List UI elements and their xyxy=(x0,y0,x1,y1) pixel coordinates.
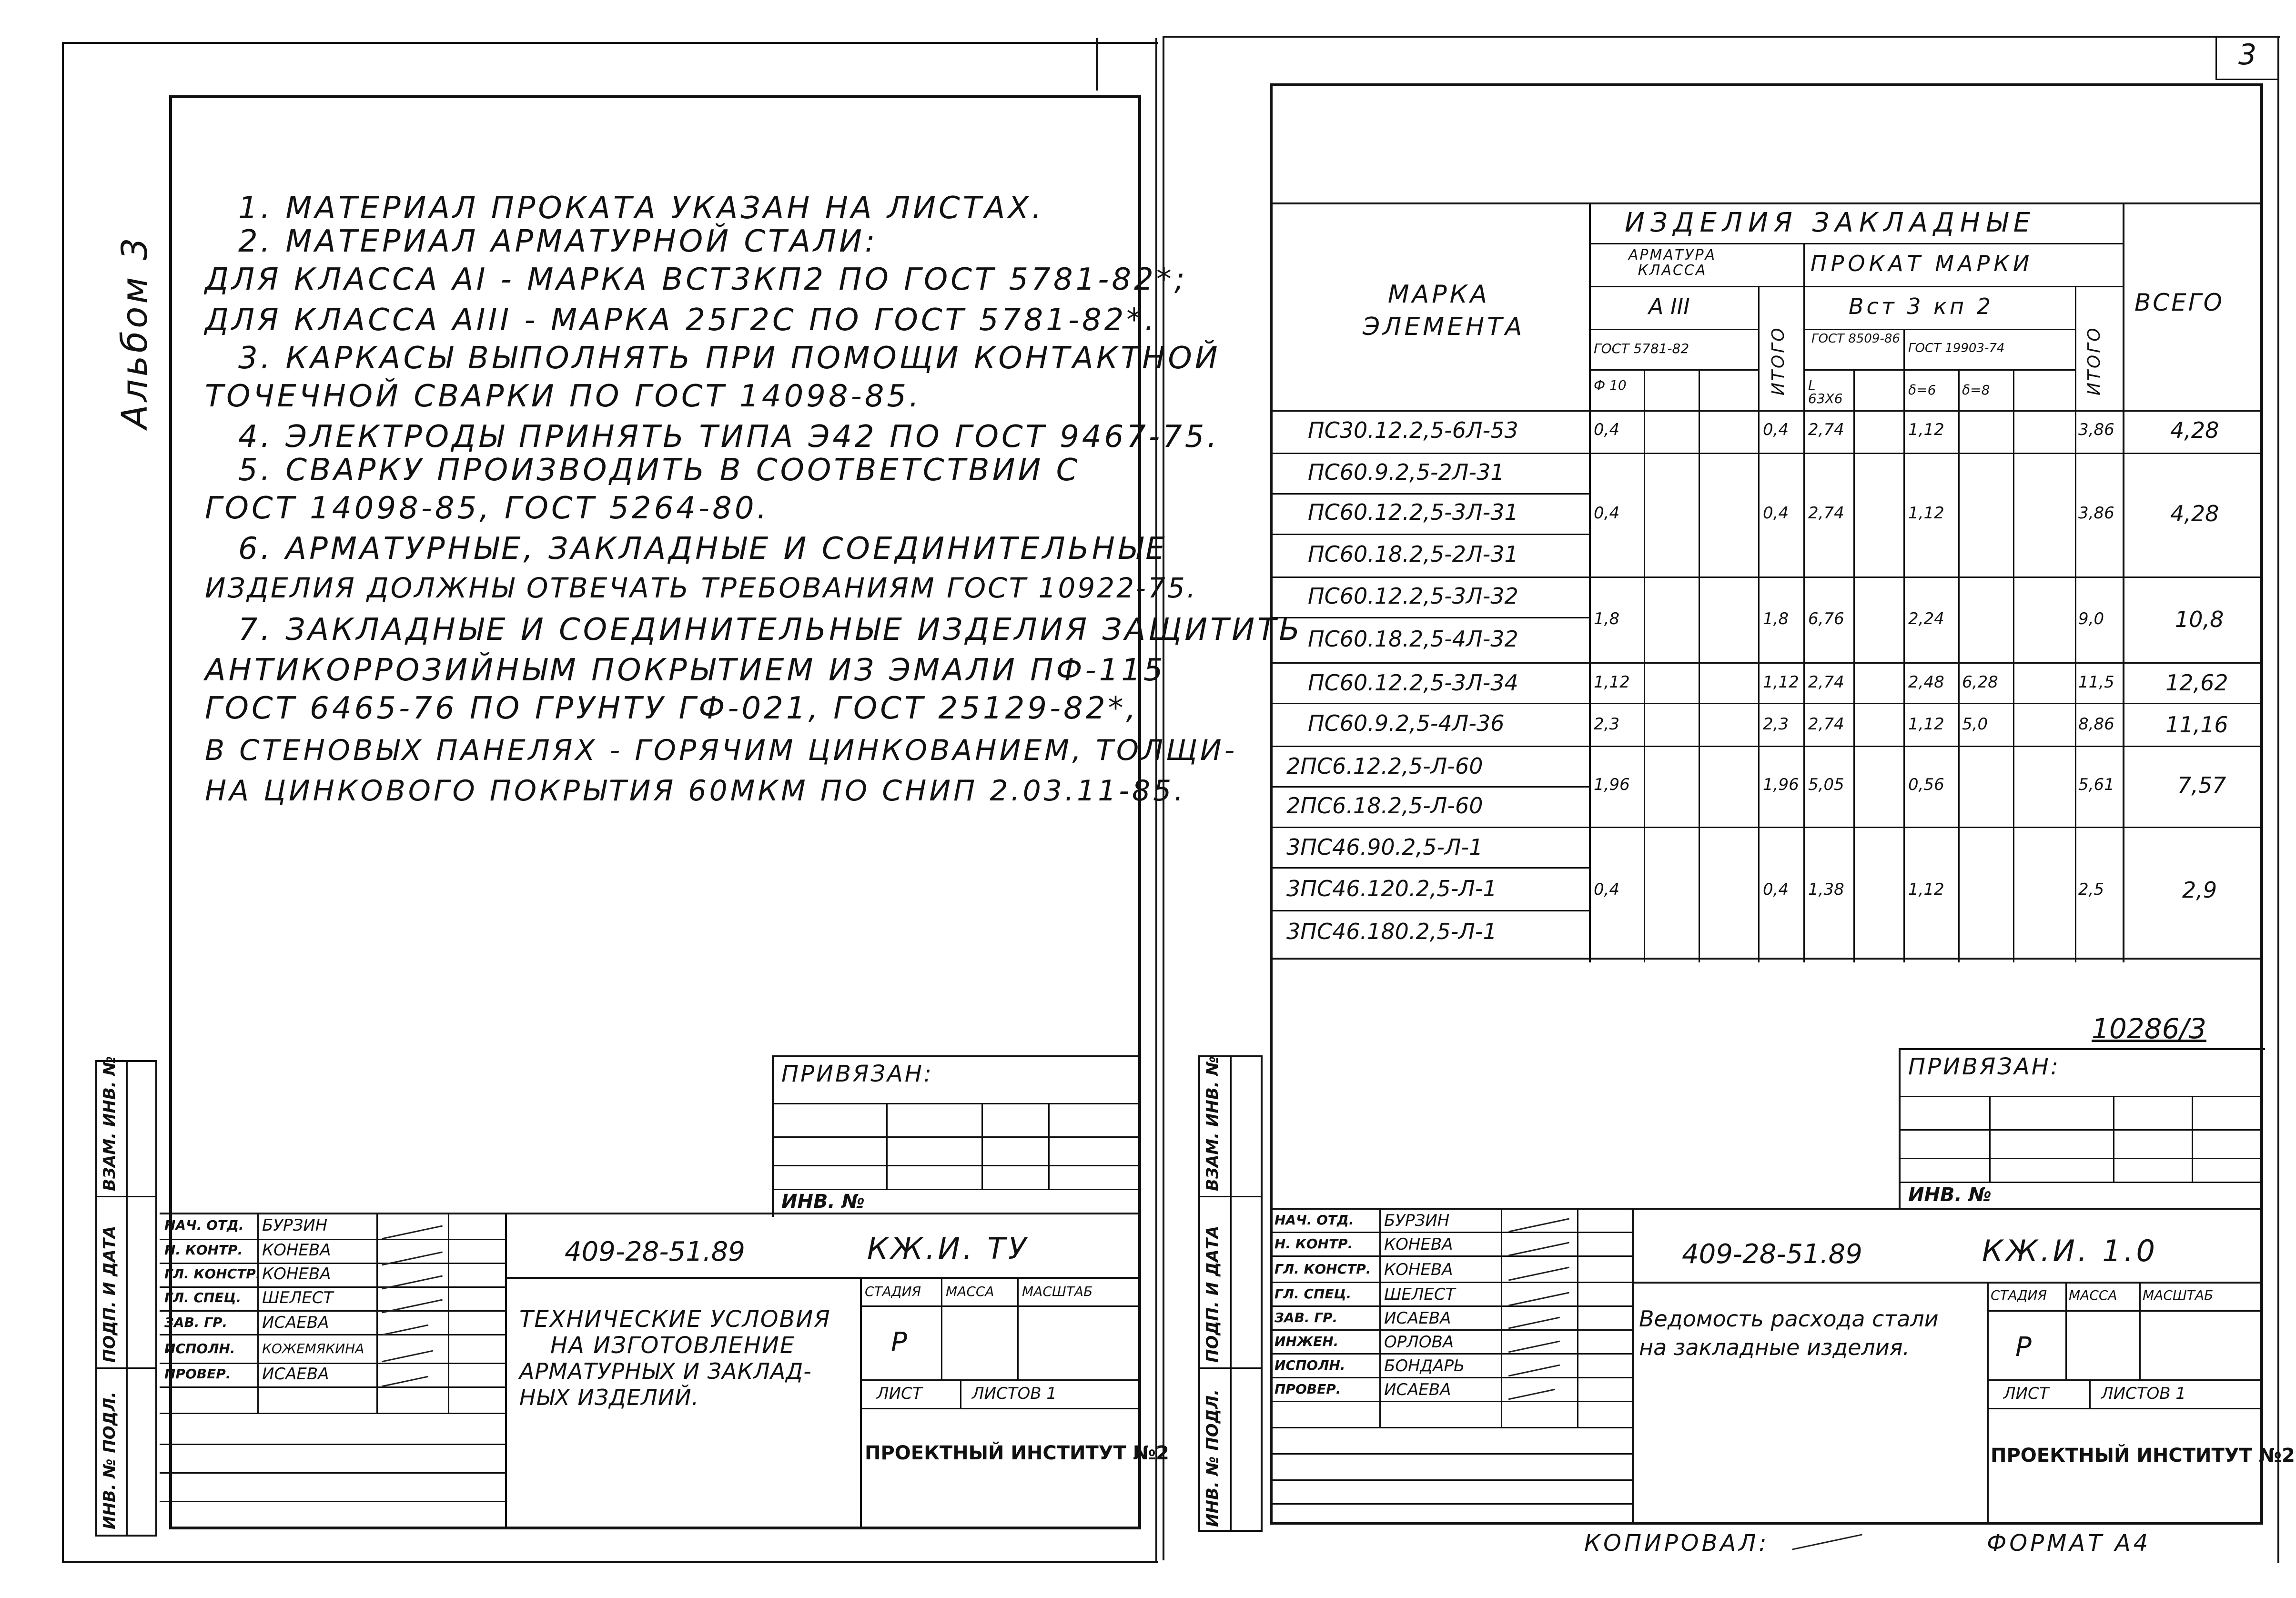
cell-itogo2: 3,86 xyxy=(2078,504,2114,523)
staff-role: ИНЖЕН. xyxy=(1274,1334,1339,1349)
mass-label: МАССА xyxy=(946,1284,994,1299)
row-mark: 2ПС6.18.2,5-Л-60 xyxy=(1286,793,1483,819)
cell-d8: 6,28 xyxy=(1962,673,1998,692)
cell-total: 4,28 xyxy=(2170,417,2219,443)
cell-d6: 0,56 xyxy=(1908,775,1944,794)
rebar-class: А III xyxy=(1649,293,1690,319)
rebar-header: АРМАТУРА КЛАССА xyxy=(1628,247,1717,279)
left-outer-edge xyxy=(62,42,64,1562)
staff-role: ЗАВ. ГР. xyxy=(164,1315,228,1330)
privyazan-label: ПРИВЯЗАН: xyxy=(781,1061,934,1087)
cell-a3: 1,12 xyxy=(1594,673,1630,692)
staff-name: БУРЗИН xyxy=(1384,1211,1450,1230)
side-label: ВЗАМ. ИНВ. № xyxy=(1203,1056,1222,1191)
row-mark: 2ПС6.12.2,5-Л-60 xyxy=(1286,753,1483,779)
right-outer-right-edge xyxy=(2277,36,2279,1563)
cell-total: 10,8 xyxy=(2175,607,2224,632)
title-line: АРМАТУРНЫХ И ЗАКЛАД- xyxy=(519,1358,812,1384)
cell-total: 11,16 xyxy=(2165,712,2228,738)
staff-name: ИСАЕВА xyxy=(262,1365,329,1384)
staff-role: Н. КОНТР. xyxy=(1274,1236,1353,1252)
total-header: ВСЕГО xyxy=(2134,289,2225,316)
cell-itogo2: 5,61 xyxy=(2078,775,2114,794)
stage-value: Р xyxy=(891,1327,907,1358)
inv-label: ИНВ. № xyxy=(781,1191,865,1213)
note-line: 1. МАТЕРИАЛ ПРОКАТА УКАЗАН НА ЛИСТАХ. xyxy=(238,191,1044,226)
side-label: ПОДП. И ДАТА xyxy=(1203,1225,1222,1363)
cell-l63: 1,38 xyxy=(1808,880,1844,899)
prokat-header: ПРОКАТ МАРКИ xyxy=(1811,251,2033,276)
scale-label: МАСШТАБ xyxy=(1022,1284,1093,1299)
album-label: Альбом 3 xyxy=(114,235,155,429)
page-number-box xyxy=(2215,36,2279,80)
cell-itogo2: 9,0 xyxy=(2078,609,2104,628)
side-label: ИНВ. № ПОДЛ. xyxy=(1203,1389,1222,1527)
note-line: 4. ЭЛЕКТРОДЫ ПРИНЯТЬ ТИПА Э42 ПО ГОСТ 9467-75. xyxy=(238,419,1220,455)
copied-label: КОПИРОВАЛ: xyxy=(1584,1530,1770,1557)
prokat-gost1: ГОСТ 8509-86 xyxy=(1811,332,1900,346)
itogo-prokat: ИТОГО xyxy=(2084,326,2104,395)
cell-total: 12,62 xyxy=(2165,670,2228,696)
note-line: ГОСТ 6465-76 ПО ГРУНТУ ГФ-021, ГОСТ 25129-82*, xyxy=(205,691,1139,726)
left-bottom-edge xyxy=(62,1561,1158,1563)
note-line: ГОСТ 14098-85, ГОСТ 5264-80. xyxy=(205,491,769,526)
staff-name: КОНЕВА xyxy=(262,1241,331,1260)
staff-role: ГЛ. СПЕЦ. xyxy=(164,1290,242,1305)
row-mark: ПС60.12.2,5-3Л-31 xyxy=(1308,499,1518,525)
format-label: ФОРМАТ А4 xyxy=(1987,1530,2151,1557)
cell-d6: 1,12 xyxy=(1908,715,1944,734)
staff-role: ГЛ. СПЕЦ. xyxy=(1274,1286,1352,1302)
note-line: ДЛЯ КЛАССА АIII - МАРКА 25Г2С ПО ГОСТ 5781-82*. xyxy=(205,303,1157,338)
angle-profile: L 63Х6 xyxy=(1808,377,1843,406)
cell-a3: 2,3 xyxy=(1594,715,1620,734)
code: 409-28-51.89 xyxy=(1682,1239,1862,1270)
cell-itogo1: 0,4 xyxy=(1763,504,1789,523)
row-mark: ПС60.18.2,5-4Л-32 xyxy=(1308,626,1518,652)
cell-itogo1: 2,3 xyxy=(1763,715,1789,734)
plate-d6: δ=6 xyxy=(1908,382,1936,398)
side-label: ИНВ. № ПОДЛ. xyxy=(100,1391,119,1529)
stage-value: Р xyxy=(2015,1332,2032,1363)
row-mark: ПС60.9.2,5-4Л-36 xyxy=(1308,710,1505,736)
title-line: ТЕХНИЧЕСКИЕ УСЛОВИЯ xyxy=(519,1306,831,1333)
cell-total: 2,9 xyxy=(2182,877,2217,903)
plate-d8: δ=8 xyxy=(1962,382,1990,398)
cell-total: 4,28 xyxy=(2170,501,2219,526)
staff-name: ИСАЕВА xyxy=(262,1313,329,1332)
cell-total: 7,57 xyxy=(2177,772,2226,798)
rebar-diam: Ф 10 xyxy=(1594,377,1627,393)
note-line: 3. КАРКАСЫ ВЫПОЛНЯТЬ ПРИ ПОМОЩИ КОНТАКТНОЙ xyxy=(238,341,1221,376)
prokat-gost2: ГОСТ 19903-74 xyxy=(1908,341,2005,355)
sheet-label: ЛИСТ xyxy=(2003,1384,2049,1403)
sheets-label: ЛИСТОВ 1 xyxy=(972,1384,1057,1403)
staff-role: ПРОВЕР. xyxy=(1274,1381,1341,1397)
staff-name: БОНДАРЬ xyxy=(1384,1356,1465,1375)
stage-label: СТАДИЯ xyxy=(865,1284,921,1299)
staff-name: КОНЕВА xyxy=(1384,1235,1453,1254)
side-label: ПОДП. И ДАТА xyxy=(100,1225,119,1363)
note-line: ИЗДЕЛИЯ ДОЛЖНЫ ОТВЕЧАТЬ ТРЕБОВАНИЯМ ГОСТ 10922-75. xyxy=(205,572,1198,604)
row-mark: ПС60.12.2,5-3Л-34 xyxy=(1308,670,1518,696)
cell-a3: 1,8 xyxy=(1594,609,1620,628)
right-top-edge xyxy=(1163,36,2280,38)
note-line: АНТИКОРРОЗИЙНЫМ ПОКРЫТИЕМ ИЗ ЭМАЛИ ПФ-115 xyxy=(205,653,1166,688)
cell-itogo2: 11,5 xyxy=(2078,673,2114,692)
sheet-label: ЛИСТ xyxy=(877,1384,922,1403)
staff-role: НАЧ. ОТД. xyxy=(164,1217,244,1233)
row-mark: ПС60.12.2,5-3Л-32 xyxy=(1308,583,1518,609)
cell-l63: 2,74 xyxy=(1808,673,1844,692)
staff-role: НАЧ. ОТД. xyxy=(1274,1212,1354,1228)
cell-l63: 2,74 xyxy=(1808,504,1844,523)
staff-role: ИСПОЛН. xyxy=(1274,1357,1345,1373)
staff-role: ГЛ. КОНСТР. xyxy=(1274,1261,1371,1277)
staff-role: ЗАВ. ГР. xyxy=(1274,1310,1338,1325)
row-mark: ПС60.18.2,5-2Л-31 xyxy=(1308,541,1518,567)
inv-label: ИНВ. № xyxy=(1908,1184,1992,1206)
doc-number: 10286/3 xyxy=(2092,1012,2206,1045)
rebar-gost: ГОСТ 5781-82 xyxy=(1594,341,1689,356)
cell-l63: 2,74 xyxy=(1808,715,1844,734)
cell-l63: 5,05 xyxy=(1808,775,1844,794)
cell-d8: 5,0 xyxy=(1962,715,1988,734)
cell-itogo1: 1,96 xyxy=(1763,775,1799,794)
row-mark: ПС60.9.2,5-2Л-31 xyxy=(1308,459,1505,485)
col-mark-header: МАРКА ЭЛЕМЕНТА xyxy=(1363,280,1525,341)
note-line: В СТЕНОВЫХ ПАНЕЛЯХ - ГОРЯЧИМ ЦИНКОВАНИЕМ, ТОЛЩИ- xyxy=(205,734,1238,767)
page-number: 3 xyxy=(2238,38,2257,71)
cell-a3: 0,4 xyxy=(1594,420,1620,439)
note-line: 6. АРМАТУРНЫЕ, ЗАКЛАДНЫЕ И СОЕДИНИТЕЛЬНЫЕ xyxy=(238,531,1168,566)
cell-d6: 1,12 xyxy=(1908,504,1944,523)
cell-l63: 2,74 xyxy=(1808,420,1844,439)
prokat-steel: Вст 3 кп 2 xyxy=(1849,293,1993,319)
title-line: Ведомость расхода стали xyxy=(1639,1306,1939,1332)
cell-itogo2: 8,86 xyxy=(2078,715,2114,734)
staff-name: КОНЕВА xyxy=(262,1264,331,1284)
staff-name: БУРЗИН xyxy=(262,1216,328,1235)
cell-a3: 0,4 xyxy=(1594,504,1620,523)
institute: ПРОЕКТНЫЙ ИНСТИТУТ №2 xyxy=(865,1442,1169,1464)
cell-a3: 0,4 xyxy=(1594,880,1620,899)
mass-label: МАССА xyxy=(2069,1287,2117,1303)
staff-role: ГЛ. КОНСТР. xyxy=(164,1266,261,1282)
scale-label: МАСШТАБ xyxy=(2143,1287,2214,1303)
cell-itogo1: 1,8 xyxy=(1763,609,1789,628)
title-line: НЫХ ИЗДЕЛИЙ. xyxy=(519,1385,699,1410)
copied-signature xyxy=(1792,1534,1862,1550)
note-line: НА ЦИНКОВОГО ПОКРЫТИЯ 60МКМ ПО СНИП 2.03.11-85. xyxy=(205,774,1186,808)
note-line: 2. МАТЕРИАЛ АРМАТУРНОЙ СТАЛИ: xyxy=(238,224,878,259)
staff-name: КОЖЕМЯКИНА xyxy=(262,1341,364,1356)
sheets-label: ЛИСТОВ 1 xyxy=(2101,1384,2186,1403)
side-label: ВЗАМ. ИНВ. № xyxy=(100,1056,119,1191)
cell-itogo1: 0,4 xyxy=(1763,420,1789,439)
title-line: на закладные изделия. xyxy=(1639,1335,1910,1360)
staff-role: Н. КОНТР. xyxy=(164,1242,243,1258)
stage-label: СТАДИЯ xyxy=(1991,1287,2047,1303)
itogo-rebar: ИТОГО xyxy=(1769,326,1788,395)
cell-itogo1: 0,4 xyxy=(1763,880,1789,899)
staff-name: ИСАЕВА xyxy=(1384,1309,1451,1328)
row-mark: ПС30.12.2,5-6Л-53 xyxy=(1308,417,1518,443)
row-mark: 3ПС46.120.2,5-Л-1 xyxy=(1286,876,1497,901)
cell-d6: 1,12 xyxy=(1908,880,1944,899)
row-mark: 3ПС46.180.2,5-Л-1 xyxy=(1286,919,1497,944)
cell-a3: 1,96 xyxy=(1594,775,1630,794)
left-top-edge xyxy=(62,42,1158,44)
cell-l63: 6,76 xyxy=(1808,609,1844,628)
cell-d6: 2,48 xyxy=(1908,673,1944,692)
staff-name: ШЕЛЕСТ xyxy=(262,1288,334,1307)
sheet-mark: КЖ.И. 1.0 xyxy=(1982,1234,2158,1268)
staff-role: ПРОВЕР. xyxy=(164,1366,231,1382)
cell-itogo2: 2,5 xyxy=(2078,880,2104,899)
staff-name: ОРЛОВА xyxy=(1384,1333,1454,1352)
note-line: 5. СВАРКУ ПРОИЗВОДИТЬ В СООТВЕТСТВИИ С xyxy=(238,453,1081,488)
cell-itogo1: 1,12 xyxy=(1763,673,1799,692)
left-tab-mark xyxy=(1096,38,1098,91)
sheet-mark: КЖ.И. ТУ xyxy=(867,1231,1029,1266)
staff-name: ИСАЕВА xyxy=(1384,1380,1451,1399)
note-line: 7. ЗАКЛАДНЫЕ И СОЕДИНИТЕЛЬНЫЕ ИЗДЕЛИЯ ЗАЩИТИТЬ xyxy=(238,612,1303,647)
privyazan-label: ПРИВЯЗАН: xyxy=(1908,1053,2061,1080)
note-line: ТОЧЕЧНОЙ СВАРКИ ПО ГОСТ 14098-85. xyxy=(205,379,922,414)
row-mark: 3ПС46.90.2,5-Л-1 xyxy=(1286,834,1483,860)
cell-d6: 1,12 xyxy=(1908,420,1944,439)
staff-role: ИСПОЛН. xyxy=(164,1341,235,1356)
cell-itogo2: 3,86 xyxy=(2078,420,2114,439)
institute: ПРОЕКТНЫЙ ИНСТИТУТ №2 xyxy=(1991,1445,2295,1467)
note-line: ДЛЯ КЛАССА АI - МАРКА ВСТ3КП2 ПО ГОСТ 5781-82*; xyxy=(205,262,1188,297)
code: 409-28-51.89 xyxy=(565,1236,745,1267)
staff-name: ШЕЛЕСТ xyxy=(1384,1285,1456,1304)
staff-name: КОНЕВА xyxy=(1384,1260,1453,1279)
title-line: НА ИЗГОТОВЛЕНИЕ xyxy=(550,1332,796,1359)
cell-d6: 2,24 xyxy=(1908,609,1944,628)
group-header: ИЗДЕЛИЯ ЗАКЛАДНЫЕ xyxy=(1625,207,2036,238)
